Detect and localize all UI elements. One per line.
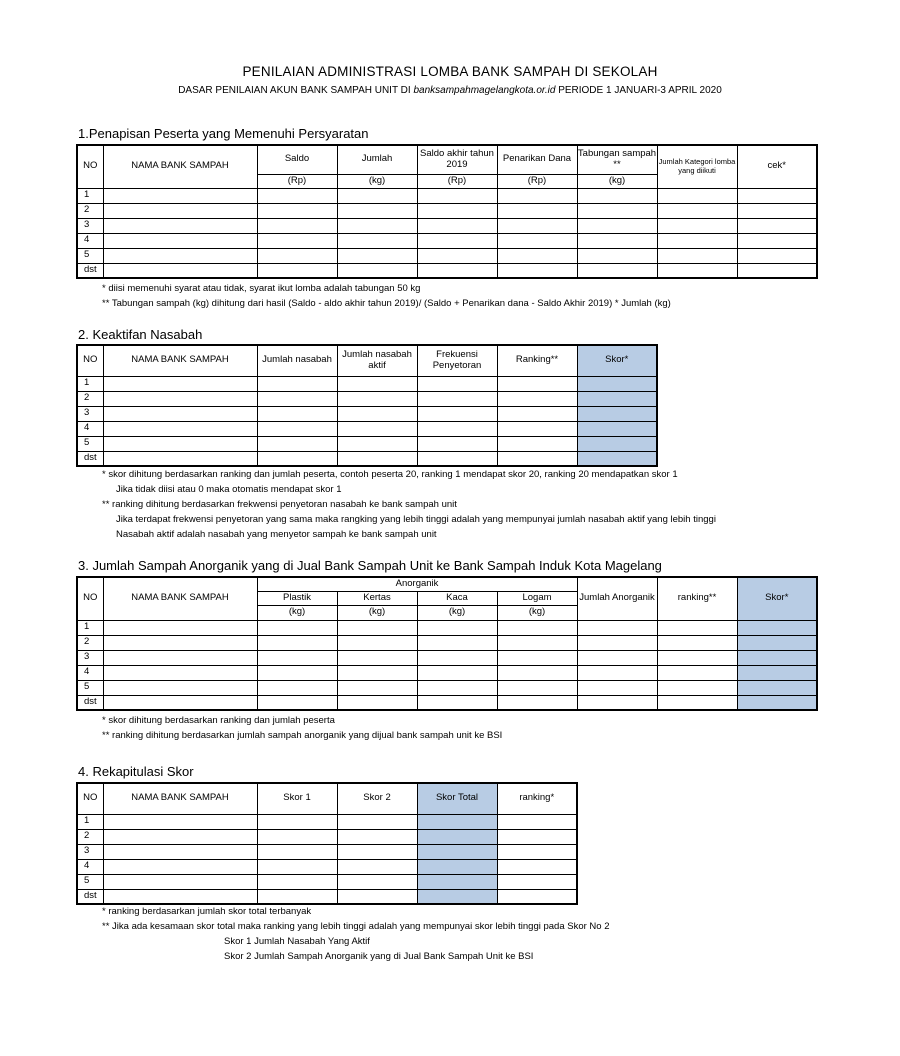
cell[interactable] bbox=[497, 814, 577, 829]
cell[interactable] bbox=[337, 218, 417, 233]
cell[interactable] bbox=[497, 859, 577, 874]
subtitle-site: banksampahmagelangkota.or.id bbox=[413, 85, 556, 96]
skor-cell[interactable] bbox=[737, 620, 817, 635]
table-row bbox=[77, 188, 817, 203]
cell[interactable] bbox=[103, 680, 257, 695]
header-jumlah-nasabah-aktif: Jumlah nasabah aktif bbox=[337, 345, 417, 376]
cell[interactable] bbox=[497, 188, 577, 203]
header-frekuensi-penyetoran: Frekuensi Penyetoran bbox=[417, 345, 497, 376]
header-no: NO bbox=[77, 577, 103, 620]
cell[interactable] bbox=[337, 635, 417, 650]
cell[interactable] bbox=[417, 391, 497, 406]
cell[interactable] bbox=[417, 406, 497, 421]
table-row bbox=[77, 376, 657, 391]
cell[interactable] bbox=[657, 233, 737, 248]
subtitle-prefix: DASAR PENILAIAN AKUN BANK SAMPAH UNIT DI bbox=[178, 85, 411, 96]
table-row bbox=[77, 451, 657, 466]
cell[interactable] bbox=[497, 829, 577, 844]
header-saldo: Saldo bbox=[257, 145, 337, 174]
skor-cell[interactable] bbox=[577, 376, 657, 391]
cell[interactable] bbox=[337, 620, 417, 635]
skor-total-cell[interactable] bbox=[417, 874, 497, 889]
cell[interactable] bbox=[577, 665, 657, 680]
cell[interactable] bbox=[337, 421, 417, 436]
cell[interactable] bbox=[337, 406, 417, 421]
cell[interactable] bbox=[103, 421, 257, 436]
cell[interactable] bbox=[657, 188, 737, 203]
cell[interactable] bbox=[103, 650, 257, 665]
cell[interactable] bbox=[337, 665, 417, 680]
cell[interactable] bbox=[577, 650, 657, 665]
header-kaca: Kaca bbox=[417, 591, 497, 605]
table-row bbox=[77, 406, 657, 421]
cell[interactable] bbox=[577, 620, 657, 635]
cell[interactable] bbox=[417, 233, 497, 248]
cell[interactable] bbox=[417, 376, 497, 391]
cell[interactable] bbox=[577, 218, 657, 233]
skor-total-cell[interactable] bbox=[417, 859, 497, 874]
cell[interactable] bbox=[657, 620, 737, 635]
cell[interactable] bbox=[337, 376, 417, 391]
table-row bbox=[77, 248, 817, 263]
cell[interactable] bbox=[103, 233, 257, 248]
cell[interactable] bbox=[103, 203, 257, 218]
cell[interactable] bbox=[497, 650, 577, 665]
row-no: 1 bbox=[77, 814, 103, 829]
header-jumlah-kategori: Jumlah Kategori lomba yang diikuti bbox=[657, 145, 737, 188]
cell[interactable] bbox=[257, 859, 337, 874]
note: Skor 1 Jumlah Nasabah Yang Aktif bbox=[224, 936, 370, 947]
section-1-table bbox=[76, 144, 818, 279]
cell[interactable] bbox=[337, 695, 417, 710]
header-anorganik: Anorganik bbox=[257, 577, 577, 591]
cell[interactable] bbox=[417, 635, 497, 650]
cell[interactable] bbox=[257, 248, 337, 263]
row-no: 5 bbox=[77, 874, 103, 889]
skor-cell[interactable] bbox=[737, 665, 817, 680]
cell[interactable] bbox=[103, 814, 257, 829]
cell[interactable] bbox=[497, 248, 577, 263]
cell[interactable] bbox=[103, 859, 257, 874]
table-row bbox=[77, 620, 817, 635]
header-nama-bank-sampah: NAMA BANK SAMPAH bbox=[103, 345, 257, 376]
cell[interactable] bbox=[257, 436, 337, 451]
cell[interactable] bbox=[657, 680, 737, 695]
note: Jika terdapat frekwensi penyetoran yang sama maka rangking yang lebih tinggi adalah yang mempunyai jumlah nasabah aktif yang lebih tinggi bbox=[116, 514, 716, 525]
skor-cell[interactable] bbox=[577, 451, 657, 466]
cell[interactable] bbox=[103, 844, 257, 859]
note: ** ranking dihitung berdasarkan frekwensi penyetoran nasabah ke bank sampah unit bbox=[102, 499, 457, 510]
cell[interactable] bbox=[257, 665, 337, 680]
cell[interactable] bbox=[103, 391, 257, 406]
cell[interactable] bbox=[417, 620, 497, 635]
cell[interactable] bbox=[497, 620, 577, 635]
unit-kg: (kg) bbox=[337, 174, 417, 188]
header-nama-bank-sampah: NAMA BANK SAMPAH bbox=[103, 577, 257, 620]
section-2-table bbox=[76, 344, 658, 467]
cell[interactable] bbox=[417, 203, 497, 218]
cell[interactable] bbox=[337, 650, 417, 665]
section-2-notes bbox=[102, 467, 716, 542]
cell[interactable] bbox=[497, 889, 577, 904]
cell[interactable] bbox=[497, 233, 577, 248]
row-no: 2 bbox=[77, 635, 103, 650]
unit-kg: (kg) bbox=[337, 605, 417, 620]
cell[interactable] bbox=[257, 421, 337, 436]
table-row bbox=[77, 233, 817, 248]
row-no: 2 bbox=[77, 829, 103, 844]
unit-kg: (kg) bbox=[417, 605, 497, 620]
table-row bbox=[77, 874, 577, 889]
note: * skor dihitung berdasarkan ranking dan jumlah peserta, contoh peserta 20, ranking 1 mendapat skor 20, ranking 20 mendapatkan skor 1 bbox=[102, 469, 678, 480]
cell[interactable] bbox=[417, 263, 497, 278]
header-no: NO bbox=[77, 345, 103, 376]
note: * diisi memenuhi syarat atau tidak, syarat ikut lomba adalah tabungan 50 kg bbox=[102, 283, 421, 294]
header-cek: cek* bbox=[737, 145, 817, 188]
cell[interactable] bbox=[417, 650, 497, 665]
note: Skor 2 Jumlah Sampah Anorganik yang di Jual Bank Sampah Unit ke BSI bbox=[224, 951, 534, 962]
cell[interactable] bbox=[577, 248, 657, 263]
header-saldo-akhir: Saldo akhir tahun 2019 bbox=[417, 145, 497, 174]
cell[interactable] bbox=[417, 188, 497, 203]
cell[interactable] bbox=[497, 421, 577, 436]
cell[interactable] bbox=[103, 436, 257, 451]
cell[interactable] bbox=[337, 188, 417, 203]
section-1-notes bbox=[102, 281, 671, 311]
cell[interactable] bbox=[337, 889, 417, 904]
header-penarikan-dana: Penarikan Dana bbox=[497, 145, 577, 174]
page-subtitle bbox=[0, 85, 900, 96]
cell[interactable] bbox=[657, 263, 737, 278]
skor-cell[interactable] bbox=[577, 436, 657, 451]
row-no: 4 bbox=[77, 421, 103, 436]
skor-cell[interactable] bbox=[577, 406, 657, 421]
cell[interactable] bbox=[417, 451, 497, 466]
cell[interactable] bbox=[103, 695, 257, 710]
cell[interactable] bbox=[257, 695, 337, 710]
cell[interactable] bbox=[103, 218, 257, 233]
cell[interactable] bbox=[657, 218, 737, 233]
header-skor-2: Skor 2 bbox=[337, 783, 417, 814]
row-no: 5 bbox=[77, 436, 103, 451]
unit-rp: (Rp) bbox=[417, 174, 497, 188]
skor-cell[interactable] bbox=[737, 635, 817, 650]
cell[interactable] bbox=[497, 635, 577, 650]
cell[interactable] bbox=[257, 844, 337, 859]
cell[interactable] bbox=[657, 650, 737, 665]
cell[interactable] bbox=[337, 829, 417, 844]
header-skor: Skor* bbox=[577, 345, 657, 376]
cell[interactable] bbox=[497, 436, 577, 451]
header-skor-1: Skor 1 bbox=[257, 783, 337, 814]
cell[interactable] bbox=[417, 436, 497, 451]
table-row bbox=[77, 680, 817, 695]
section-2-title: 2. Keaktifan Nasabah bbox=[78, 327, 203, 342]
row-no: 1 bbox=[77, 188, 103, 203]
cell[interactable] bbox=[577, 188, 657, 203]
cell[interactable] bbox=[417, 248, 497, 263]
row-no: dst bbox=[77, 889, 103, 904]
cell[interactable] bbox=[337, 874, 417, 889]
cell[interactable] bbox=[337, 859, 417, 874]
table-row bbox=[77, 665, 817, 680]
row-no: 4 bbox=[77, 233, 103, 248]
note: Nasabah aktif adalah nasabah yang menyetor sampah ke bank sampah unit bbox=[116, 529, 437, 540]
skor-cell[interactable] bbox=[737, 680, 817, 695]
cell[interactable] bbox=[497, 406, 577, 421]
note: ** ranking dihitung berdasarkan jumlah sampah anorganik yang dijual bank sampah unit ke BSI bbox=[102, 730, 503, 741]
cell[interactable] bbox=[257, 635, 337, 650]
cell[interactable] bbox=[103, 188, 257, 203]
cell[interactable] bbox=[657, 695, 737, 710]
cell[interactable] bbox=[657, 665, 737, 680]
cell[interactable] bbox=[257, 889, 337, 904]
cell[interactable] bbox=[257, 218, 337, 233]
section-4-notes bbox=[102, 904, 610, 964]
header-jumlah-anorganik: Jumlah Anorganik bbox=[577, 577, 657, 620]
cell[interactable] bbox=[497, 451, 577, 466]
table-row bbox=[77, 650, 817, 665]
cell[interactable] bbox=[337, 248, 417, 263]
cell[interactable] bbox=[737, 263, 817, 278]
unit-rp: (Rp) bbox=[257, 174, 337, 188]
header-jumlah-nasabah: Jumlah nasabah bbox=[257, 345, 337, 376]
cell[interactable] bbox=[497, 680, 577, 695]
cell[interactable] bbox=[737, 233, 817, 248]
table-row bbox=[77, 844, 577, 859]
note: ** Jika ada kesamaan skor total maka ranking yang lebih tinggi adalah yang mempunyai skor lebih tinggi pada Skor No 2 bbox=[102, 921, 610, 932]
cell[interactable] bbox=[337, 233, 417, 248]
header-skor: Skor* bbox=[737, 577, 817, 620]
header-kertas: Kertas bbox=[337, 591, 417, 605]
cell[interactable] bbox=[337, 263, 417, 278]
cell[interactable] bbox=[657, 635, 737, 650]
header-jumlah: Jumlah bbox=[337, 145, 417, 174]
unit-kg: (kg) bbox=[257, 605, 337, 620]
cell[interactable] bbox=[257, 391, 337, 406]
unit-rp: (Rp) bbox=[497, 174, 577, 188]
cell[interactable] bbox=[337, 451, 417, 466]
header-ranking: Ranking** bbox=[497, 345, 577, 376]
cell[interactable] bbox=[417, 218, 497, 233]
cell[interactable] bbox=[497, 203, 577, 218]
cell[interactable] bbox=[497, 376, 577, 391]
cell[interactable] bbox=[257, 406, 337, 421]
cell[interactable] bbox=[497, 263, 577, 278]
unit-kg: (kg) bbox=[577, 174, 657, 188]
row-no: 3 bbox=[77, 406, 103, 421]
header-no: NO bbox=[77, 783, 103, 814]
section-4-title: 4. Rekapitulasi Skor bbox=[78, 764, 194, 779]
section-3-title: 3. Jumlah Sampah Anorganik yang di Jual Bank Sampah Unit ke Bank Sampah Induk Kota Magelang bbox=[78, 558, 662, 573]
cell[interactable] bbox=[103, 635, 257, 650]
cell[interactable] bbox=[257, 814, 337, 829]
cell[interactable] bbox=[337, 203, 417, 218]
cell[interactable] bbox=[737, 188, 817, 203]
cell[interactable] bbox=[103, 248, 257, 263]
row-no: dst bbox=[77, 451, 103, 466]
row-no: 4 bbox=[77, 859, 103, 874]
cell[interactable] bbox=[737, 203, 817, 218]
cell[interactable] bbox=[257, 829, 337, 844]
note: * skor dihitung berdasarkan ranking dan jumlah peserta bbox=[102, 715, 335, 726]
cell[interactable] bbox=[657, 203, 737, 218]
cell[interactable] bbox=[577, 635, 657, 650]
header-nama-bank-sampah: NAMA BANK SAMPAH bbox=[103, 783, 257, 814]
header-nama-bank-sampah: NAMA BANK SAMPAH bbox=[103, 145, 257, 188]
row-no: 4 bbox=[77, 665, 103, 680]
cell[interactable] bbox=[417, 695, 497, 710]
row-no: 3 bbox=[77, 218, 103, 233]
page-title: PENILAIAN ADMINISTRASI LOMBA BANK SAMPAH DI SEKOLAH bbox=[242, 64, 658, 79]
table-row bbox=[77, 814, 577, 829]
header-plastik: Plastik bbox=[257, 591, 337, 605]
cell[interactable] bbox=[103, 829, 257, 844]
skor-total-cell[interactable] bbox=[417, 814, 497, 829]
cell[interactable] bbox=[497, 695, 577, 710]
row-no: 2 bbox=[77, 203, 103, 218]
table-row bbox=[77, 695, 817, 710]
row-no: dst bbox=[77, 263, 103, 278]
subtitle-suffix: PERIODE 1 JANUARI-3 APRIL 2020 bbox=[558, 85, 722, 96]
cell[interactable] bbox=[257, 451, 337, 466]
header-ranking: ranking** bbox=[657, 577, 737, 620]
cell[interactable] bbox=[577, 680, 657, 695]
note: * ranking berdasarkan jumlah skor total terbanyak bbox=[102, 906, 312, 917]
cell[interactable] bbox=[417, 421, 497, 436]
table-row bbox=[77, 859, 577, 874]
cell[interactable] bbox=[103, 451, 257, 466]
cell[interactable] bbox=[103, 376, 257, 391]
note: Jika tidak diisi atau 0 maka otomatis mendapat skor 1 bbox=[116, 484, 342, 495]
cell[interactable] bbox=[497, 844, 577, 859]
section-3-table bbox=[76, 576, 818, 711]
skor-cell[interactable] bbox=[577, 421, 657, 436]
cell[interactable] bbox=[337, 680, 417, 695]
cell[interactable] bbox=[257, 263, 337, 278]
cell[interactable] bbox=[257, 233, 337, 248]
note: ** Tabungan sampah (kg) dihitung dari hasil (Saldo - aldo akhir tahun 2019)/ (Saldo + Penarikan dana - Saldo Akhir 2019) * Jumlah (kg) bbox=[102, 298, 671, 309]
cell[interactable] bbox=[737, 218, 817, 233]
cell[interactable] bbox=[103, 874, 257, 889]
cell[interactable] bbox=[103, 889, 257, 904]
table-row bbox=[77, 829, 577, 844]
table-row bbox=[77, 889, 577, 904]
cell[interactable] bbox=[417, 680, 497, 695]
skor-total-cell[interactable] bbox=[417, 889, 497, 904]
cell[interactable] bbox=[103, 665, 257, 680]
cell[interactable] bbox=[337, 391, 417, 406]
skor-cell[interactable] bbox=[577, 391, 657, 406]
header-logam: Logam bbox=[497, 591, 577, 605]
table-row bbox=[77, 391, 657, 406]
cell[interactable] bbox=[257, 620, 337, 635]
skor-cell[interactable] bbox=[737, 650, 817, 665]
header-ranking: ranking* bbox=[497, 783, 577, 814]
header-skor-total: Skor Total bbox=[417, 783, 497, 814]
header-no: NO bbox=[77, 145, 103, 188]
cell[interactable] bbox=[257, 376, 337, 391]
cell[interactable] bbox=[497, 391, 577, 406]
row-no: 3 bbox=[77, 844, 103, 859]
cell[interactable] bbox=[257, 203, 337, 218]
cell[interactable] bbox=[577, 233, 657, 248]
row-no: 5 bbox=[77, 248, 103, 263]
cell[interactable] bbox=[497, 665, 577, 680]
skor-cell[interactable] bbox=[737, 695, 817, 710]
cell[interactable] bbox=[257, 188, 337, 203]
cell[interactable] bbox=[737, 248, 817, 263]
table-row bbox=[77, 203, 817, 218]
unit-kg: (kg) bbox=[497, 605, 577, 620]
row-no: dst bbox=[77, 695, 103, 710]
cell[interactable] bbox=[577, 263, 657, 278]
section-1-title: 1.Penapisan Peserta yang Memenuhi Persyaratan bbox=[78, 126, 369, 141]
cell[interactable] bbox=[257, 680, 337, 695]
row-no: 5 bbox=[77, 680, 103, 695]
table-row bbox=[77, 218, 817, 233]
cell[interactable] bbox=[337, 844, 417, 859]
section-4-table bbox=[76, 782, 578, 905]
row-no: 1 bbox=[77, 376, 103, 391]
row-no: 1 bbox=[77, 620, 103, 635]
table-row bbox=[77, 263, 817, 278]
cell[interactable] bbox=[657, 248, 737, 263]
table-row bbox=[77, 421, 657, 436]
cell[interactable] bbox=[103, 406, 257, 421]
table-row bbox=[77, 635, 817, 650]
cell[interactable] bbox=[257, 650, 337, 665]
row-no: 3 bbox=[77, 650, 103, 665]
cell[interactable] bbox=[337, 814, 417, 829]
row-no: 2 bbox=[77, 391, 103, 406]
cell[interactable] bbox=[417, 665, 497, 680]
cell[interactable] bbox=[103, 620, 257, 635]
skor-total-cell[interactable] bbox=[417, 829, 497, 844]
section-3-notes bbox=[102, 713, 502, 743]
cell[interactable] bbox=[577, 203, 657, 218]
header-tabungan-sampah: Tabungan sampah ** bbox=[577, 145, 657, 174]
cell[interactable] bbox=[577, 695, 657, 710]
cell[interactable] bbox=[497, 218, 577, 233]
cell[interactable] bbox=[497, 874, 577, 889]
skor-total-cell[interactable] bbox=[417, 844, 497, 859]
cell[interactable] bbox=[337, 436, 417, 451]
cell[interactable] bbox=[257, 874, 337, 889]
table-row bbox=[77, 436, 657, 451]
cell[interactable] bbox=[103, 263, 257, 278]
